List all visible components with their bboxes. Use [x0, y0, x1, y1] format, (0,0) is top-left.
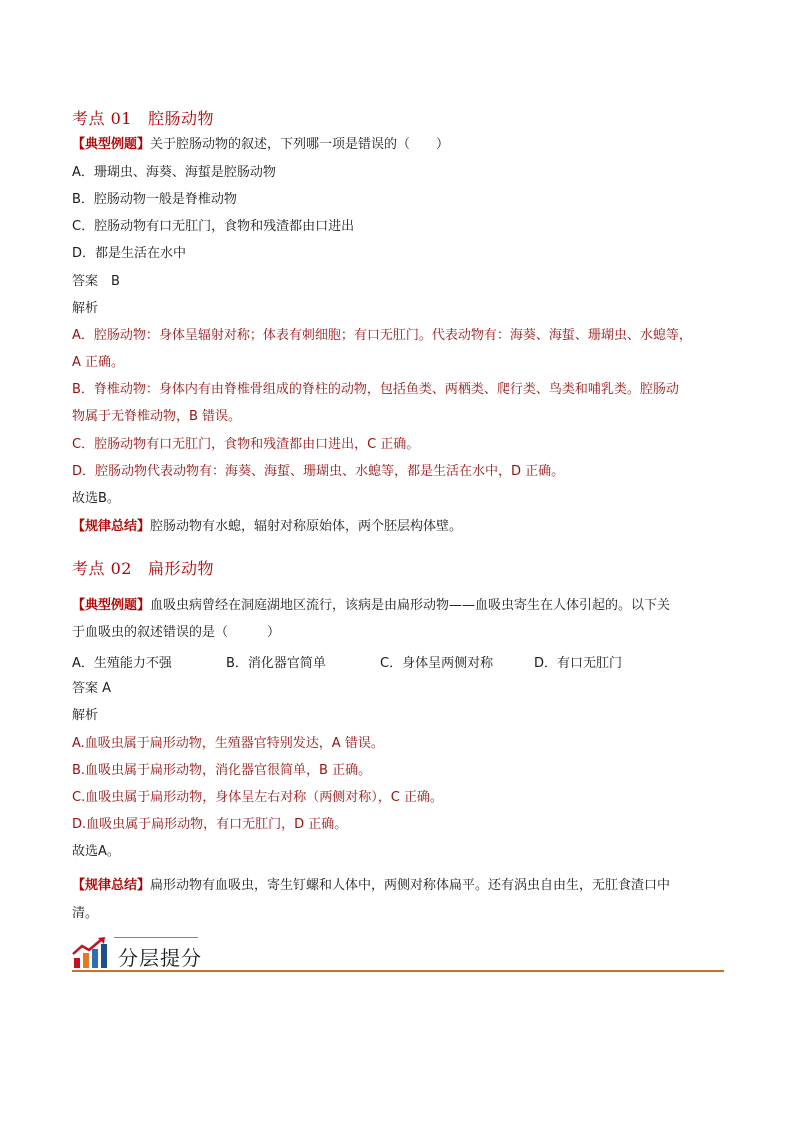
conclusion: 故选A。 — [72, 844, 120, 859]
option-a: A．珊瑚虫、海葵、海蜇是腔肠动物 — [72, 165, 276, 180]
analysis-line: C.血吸虫属于扁形动物，身体呈左右对称（两侧对称），C 正确。 — [72, 790, 443, 805]
section-number: 考点 02 — [72, 559, 132, 578]
answer: 答案 A — [72, 681, 112, 696]
summary-text: 腔肠动物有水螅，辐射对称原始体，两个胚层构体壁。 — [150, 519, 463, 534]
analysis-line: D．腔肠动物代表动物有：海葵、海蜇、珊瑚虫、水螅等，都是生活在水中，D 正确。 — [72, 464, 565, 479]
section-title: 腔肠动物 — [147, 109, 214, 128]
bar-chart-arrow-icon — [72, 936, 108, 970]
analysis-line: 物属于无脊椎动物，B 错误。 — [72, 409, 242, 424]
banner-label: 分层提分 — [118, 946, 202, 970]
question-text: 血吸虫病曾经在洞庭湖地区流行，该病是由扁形动物——血吸虫寄生在人体引起的。以下关 — [150, 598, 671, 613]
section-banner — [72, 934, 724, 974]
option-a: A．生殖能力不强 — [72, 656, 172, 671]
example-question — [72, 136, 724, 154]
analysis-label: 解析 — [72, 301, 99, 316]
analysis-line: B.血吸虫属于扁形动物，消化器官很简单，B 正确。 — [72, 763, 372, 778]
analysis-line: B．脊椎动物：身体内有由脊椎骨组成的脊柱的动物，包括鱼类、两栖类、爬行类、鸟类和哺乳类。腔肠动 — [72, 382, 679, 397]
analysis-line: D.血吸虫属于扁形动物，有口无肛门，D 正确。 — [72, 817, 348, 832]
analysis-line: A．腔肠动物：身体呈辐射对称；体表有刺细胞；有口无肛门。代表动物有：海葵、海蜇、珊瑚虫、水螅等， — [72, 328, 692, 343]
analysis-line: A 正确。 — [72, 355, 125, 370]
section-title: 扁形动物 — [147, 559, 214, 578]
conclusion: 故选B。 — [72, 491, 120, 506]
analysis-label: 解析 — [72, 708, 99, 723]
summary — [72, 518, 724, 536]
analysis-line: C．腔肠动物有口无肛门，食物和残渣都由口进出，C 正确。 — [72, 437, 420, 452]
options-row — [72, 655, 724, 673]
summary-text-cont: 清。 — [72, 906, 99, 921]
summary — [72, 877, 724, 895]
summary-tag: 【规律总结】 — [72, 878, 151, 893]
analysis-line: A.血吸虫属于扁形动物，生殖器官特别发达，A 错误。 — [72, 736, 384, 751]
option-b: B．消化器官简单 — [226, 656, 326, 671]
option-c: C．身体呈两侧对称 — [380, 656, 494, 671]
summary-text: 扁形动物有血吸虫，寄生钉螺和人体中，两侧对称体扁平。还有涡虫自由生，无肛食渣口中 — [150, 878, 671, 893]
summary-tag: 【规律总结】 — [72, 519, 151, 534]
example-tag: 【典型例题】 — [72, 598, 151, 613]
option-d: D．有口无肛门 — [534, 656, 623, 671]
option-d: D．都是生活在水中 — [72, 246, 187, 261]
example-tag: 【典型例题】 — [72, 137, 151, 152]
question-text: 关于腔肠动物的叙述，下列哪一项是错误的（ ） — [150, 137, 450, 152]
banner-top-line — [114, 937, 198, 938]
section-number: 考点 01 — [72, 109, 132, 128]
example-question — [72, 597, 724, 615]
section-heading — [72, 556, 214, 579]
section-heading — [72, 106, 214, 129]
banner-rule — [72, 970, 724, 972]
question-text-cont: 于血吸虫的叙述错误的是（ ） — [72, 625, 281, 640]
option-c: C．腔肠动物有口无肛门，食物和残渣都由口进出 — [72, 219, 355, 234]
answer: 答案 B — [72, 274, 120, 289]
option-b: B．腔肠动物一般是脊椎动物 — [72, 192, 237, 207]
